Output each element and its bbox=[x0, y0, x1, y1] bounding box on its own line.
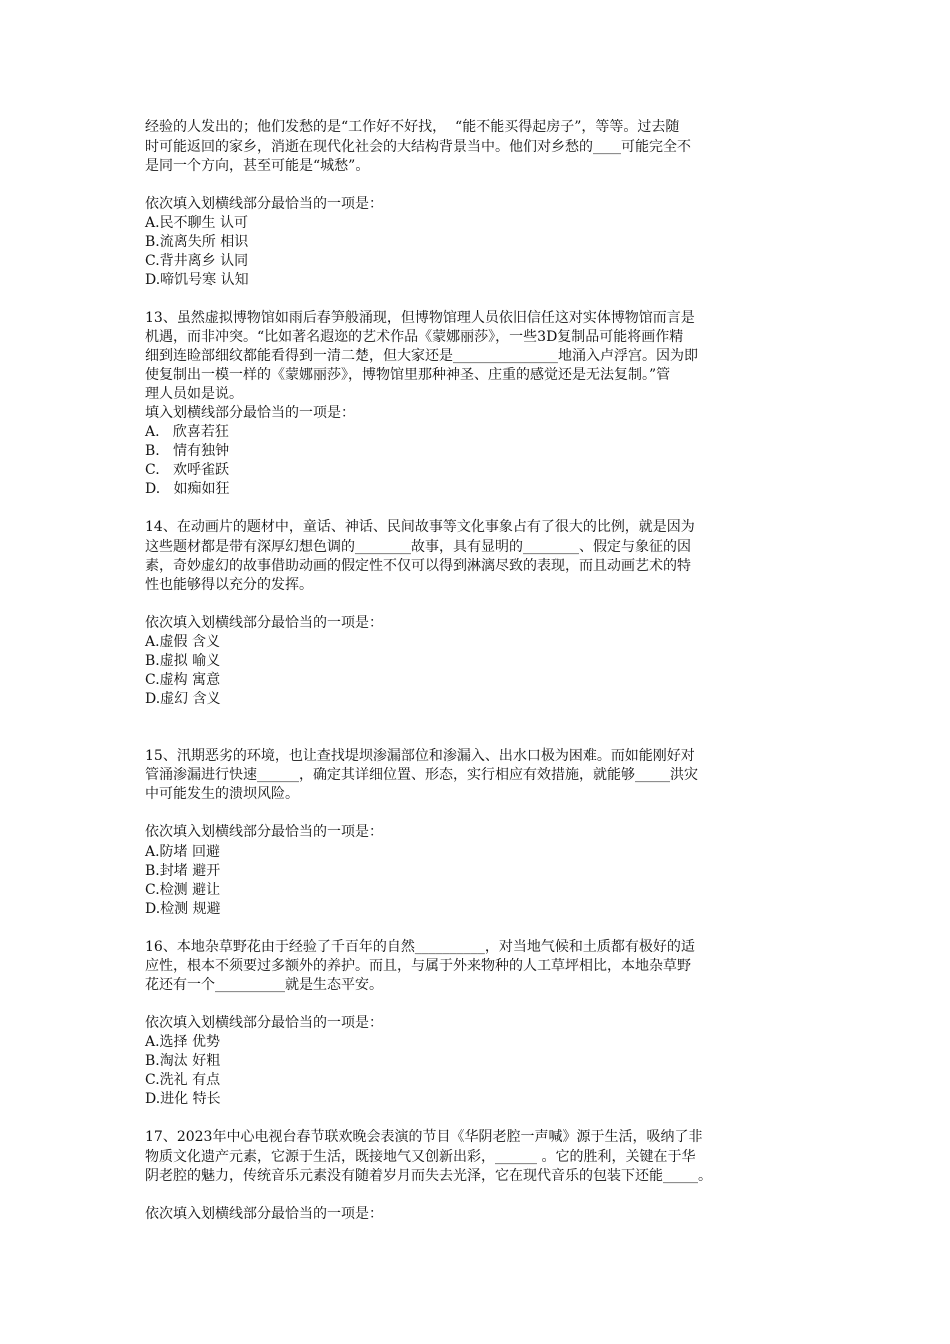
text-line: 机遇，而非冲突。“比如著名遐迩的艺术作品《蒙娜丽莎》，一些3D复制品可能将画作精 bbox=[145, 329, 684, 345]
answer-option: B.封堵 避开 bbox=[145, 863, 221, 879]
question-17: 17、2023年中心电视台春节联欢晚会表演的节目《华阴老腔一声喊》源于生活，吸纳了非 bbox=[145, 1129, 703, 1145]
answer-option: D.进化 特长 bbox=[145, 1091, 221, 1107]
question-prompt: 依次填入划横线部分最恰当的一项是： bbox=[145, 1206, 383, 1222]
answer-option: A.选择 优势 bbox=[145, 1034, 221, 1050]
text-line: 使复制出一模一样的《蒙娜丽莎》，博物馆里那种神圣、庄重的感觉还是无法复制。”管 bbox=[145, 367, 671, 383]
text-line: 性也能够得以充分的发挥。 bbox=[145, 577, 313, 593]
question-15: 15、汛期恶劣的环境，也让查找堤坝渗漏部位和渗漏入、出水口极为困难。而如能刚好对 bbox=[145, 748, 695, 764]
answer-option: D.啼饥号寒 认知 bbox=[145, 272, 249, 288]
question-prompt: 依次填入划横线部分最恰当的一项是： bbox=[145, 196, 383, 212]
text-line: 中可能发生的溃坝风险。 bbox=[145, 786, 299, 802]
answer-option: C.检测 避让 bbox=[145, 882, 221, 898]
text-line: 时可能返回的家乡，消逝在现代化社会的大结构背景当中。他们对乡愁的____可能完全不 bbox=[145, 139, 691, 155]
answer-option: C.虚构 寓意 bbox=[145, 672, 221, 688]
text-line: 经验的人发出的；他们发愁的是“工作好不好找， “能不能买得起房子”，等等。过去随 bbox=[145, 119, 680, 135]
question-16: 16、本地杂草野花由于经验了千百年的自然__________，对当地气候和土质都有极好的适 bbox=[145, 939, 695, 955]
answer-option: A. 欣喜若狂 bbox=[145, 424, 229, 440]
question-prompt: 依次填入划横线部分最恰当的一项是： bbox=[145, 824, 383, 840]
text-line: 花还有一个__________就是生态平安。 bbox=[145, 977, 383, 993]
answer-option: B.虚拟 喻义 bbox=[145, 653, 221, 669]
answer-option: B. 情有独钟 bbox=[145, 443, 230, 459]
answer-option: B.淘汰 好粗 bbox=[145, 1053, 221, 1069]
text-line: 管涌渗漏进行快速______，确定其详细位置、形态，实行相应有效措施，就能够_____洪灾 bbox=[145, 767, 698, 783]
answer-option: D.虚幻 含义 bbox=[145, 691, 221, 707]
text-line: 应性，根本不须要过多额外的养护。而且，与属于外来物种的人工草坪相比，本地杂草野 bbox=[145, 958, 691, 974]
text-line: 素，奇妙虚幻的故事借助动画的假定性不仅可以得到淋漓尽致的表现，而且动画艺术的特 bbox=[145, 558, 691, 574]
text-line: 是同一个方向，甚至可能是“城愁”。 bbox=[145, 158, 370, 174]
answer-option: A.民不聊生 认可 bbox=[145, 215, 249, 231]
question-prompt: 依次填入划横线部分最恰当的一项是： bbox=[145, 1015, 383, 1031]
text-line: 物质文化遗产元素，它源于生活，既接地气又创新出彩，______ 。它的胜利，关键在于华 bbox=[145, 1149, 696, 1165]
question-14: 14、在动画片的题材中，童话、神话、民间故事等文化事象占有了很大的比例，就是因为 bbox=[145, 519, 695, 535]
answer-option: D. 如痴如狂 bbox=[145, 481, 230, 497]
question-prompt: 填入划横线部分最恰当的一项是： bbox=[145, 405, 355, 421]
text-line: 这些题材都是带有深厚幻想色调的________故事，具有显明的________、假定与象征的因 bbox=[145, 539, 691, 555]
question-13: 13、虽然虚拟博物馆如雨后春笋般涌现，但博物馆理人员依旧信任这对实体博物馆而言是 bbox=[145, 310, 695, 326]
answer-option: D.检测 规避 bbox=[145, 901, 221, 917]
question-prompt: 依次填入划横线部分最恰当的一项是： bbox=[145, 615, 383, 631]
text-line: 阴老腔的魅力，传统音乐元素没有随着岁月而失去光泽，它在现代音乐的包装下还能_____。 bbox=[145, 1168, 712, 1184]
answer-option: A.防堵 回避 bbox=[145, 844, 221, 860]
answer-option: A.虚假 含义 bbox=[145, 634, 221, 650]
answer-option: C. 欢呼雀跃 bbox=[145, 462, 230, 478]
answer-option: C.洗礼 有点 bbox=[145, 1072, 221, 1088]
answer-option: B.流离失所 相识 bbox=[145, 234, 249, 250]
text-line: 理人员如是说。 bbox=[145, 386, 243, 402]
text-line: 细到连睑部细纹都能看得到一清二楚，但大家还是_______________地涌入卢浮宫。因为即 bbox=[145, 348, 698, 364]
answer-option: C.背井离乡 认同 bbox=[145, 253, 249, 269]
